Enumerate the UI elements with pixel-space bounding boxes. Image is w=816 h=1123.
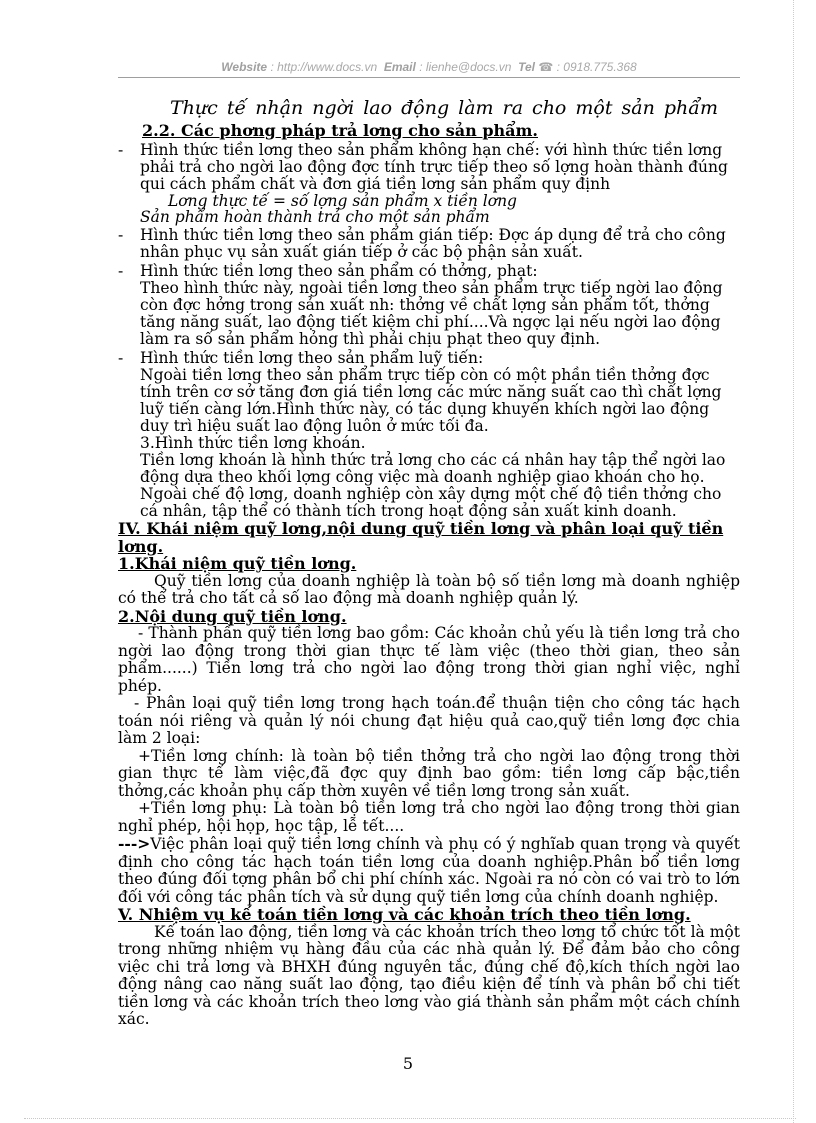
page-content [118, 96, 740, 1029]
para-5-text: Việc phân loại quỹ tiền lơng chính và phụ có ý nghĩab quan trọng và quyết định cho công tác hạch toán tiền lơng của doanh nghiệp.Phân bổ tiền lơng theo đúng đối tợng phân bổ chi phí chính xác. Ngoài ra nó còn có vai trò to lớn đối với công tác phân tích và sử dụng quỹ tiền lơng của chính doanh nghiệp. [118, 835, 740, 906]
bullet-item [118, 350, 740, 435]
bullet-dash: - [118, 349, 124, 367]
bullet-dash: - [118, 141, 124, 159]
site-header [118, 60, 740, 74]
section-iv-heading: IV. Khái niệm quỹ lơng,nội dung quỹ tiền lơng và phân loại quỹ tiền lơng. [118, 519, 724, 556]
footer-rule [24, 1118, 796, 1119]
page-number: 5 [402, 1054, 414, 1073]
email-label: Email [383, 60, 416, 74]
item-3-text: Tiền lơng khoán là hình thức trả lơng cho các cá nhân hay tập thể ngời lao động dựa theo khối lợng công việc mà doanh nghiệp giao khoán cho họ. Ngoài chế độ lơng, doanh nghiệp còn xây dựng một chế độ tiền thởng cho cá nhân, tập thể có thành tích trong hoạt động sản xuất kinh doanh. [140, 451, 726, 520]
bullet-item [118, 142, 740, 193]
section-v-heading: V. Nhiệm vụ kế toán tiền lơng và các khoản trích theo tiền lơng. [118, 905, 691, 924]
bullet-continuation: Ngoài tiền lơng theo sản phẩm trực tiếp còn có một phần tiền thởng đợc tính trên cơ sở tăng đơn giá tiền lơng các mức năng suất cao thì chất lợng luỹ tiến càng lớn.Hình thức này, có tác dụng khuyến khích ngời lao động duy trì hiệu suất lao động luôn ở mức tối đa. [140, 366, 722, 435]
bullet-text: Hình thức tiền lơng theo sản phẩm gián tiếp: Đợc áp dụng để trả cho công nhân phục vụ sản xuất gián tiếp ở các bộ phận sản xuất. [140, 226, 726, 261]
section-iv-1-text: Quỹ tiền lơng của doanh nghiệp là toàn bộ số tiền lơng mà doanh nghiệp có thể trả cho tất cả số lao động mà doanh nghiệp quản lý. [118, 571, 740, 607]
bullet-text: Hình thức tiền lơng theo sản phẩm không hạn chế: với hình thức tiền lơng phải trả cho ngời lao động đợc tính trực tiếp theo số lợng hoàn thành đúng qui cách phẩm chất và đơn giá tiền lơng sản phẩm quy định [140, 141, 728, 193]
section-iv-2-heading: 2.Nội dung quỹ tiền lơng. [118, 606, 347, 626]
arrow-marker: ---> [118, 834, 151, 853]
website-value: : http://www.docs.vn [270, 60, 378, 74]
bullet-text: Hình thức tiền lơng theo sản phẩm luỹ tiến: [140, 349, 484, 367]
email-value: : lienhe@docs.vn [419, 60, 512, 74]
bullet-item [118, 263, 740, 348]
tel-value: ☎ : 0918.775.368 [538, 60, 637, 74]
website-label: Website [221, 60, 268, 74]
tel-label: Tel [518, 60, 535, 74]
bullet-text: Hình thức tiền lơng theo sản phẩm có thởng, phạt: [140, 262, 538, 280]
section-iv-1-heading: 1.Khái niệm quỹ tiền lơng. [118, 554, 357, 573]
section-iv-2-para-2: - Phân loại quỹ tiền lơng trong hạch toán.để thuận tiện cho công tác hạch toán nói riêng và quản lý nói chung đạt hiệu quả cao,quỹ tiền lơng đợc chia làm 2 loại: [118, 694, 740, 747]
section-iv-2-para-4: +Tiền lơng phụ: Là toàn bộ tiền lơng trả cho ngời lao động trong thời gian nghỉ phép, hội họp, học tập, lễ tết.... [118, 799, 740, 835]
header-rule [118, 77, 740, 78]
section-iv-2-para-5 [118, 835, 740, 906]
bullet-item [118, 227, 740, 261]
section-2-2-heading: 2.2. Các phơng pháp trả lơng cho sản phẩm. [142, 121, 538, 140]
section-iv-2-para-3: +Tiền lơng chính: là toàn bộ tiền thởng trả cho ngời lao động trong thời gian thực tế làm việc,đã đợc quy định bao gồm: tiền lơng cấp bậc,tiền thởng,các khoản phụ cấp thờn xuyên về tiền lơng trong sản xuất. [118, 746, 740, 800]
section-iv-2-para-1: - Thành phần quỹ tiền lơng bao gồm: Các khoản chủ yếu là tiền lơng trả cho ngời lao động trong thời gian thực tế làm việc (theo thời gian, theo sản phẩm......) Tiền lơng trả cho ngời lao động trong thời gian nghỉ việc, nghỉ phép. [118, 624, 740, 695]
formula-line-2: Sản phẩm hoàn thành trả cho một sản phẩm [140, 208, 490, 226]
bullet-continuation: Theo hình thức này, ngoài tiền lơng theo sản phẩm trực tiếp ngời lao động còn đợc hởng trong sản xuất nh: thởng về chất lợng sản phẩm tốt, thởng tăng năng suất, lao động tiết kiệm chi phí....Và ngợc lại nếu ngời lao động làm ra số sản phẩm hỏng thì phải chịu phạt theo quy định. [140, 279, 723, 348]
salary-formula [118, 193, 740, 225]
formula-line-1: Lơng thực tế = số lợng sản phẩm x tiền lơng [168, 192, 517, 210]
section-v-text: Kế toán lao động, tiền lơng và các khoản trích theo lơng tổ chức tốt là một trong những nhiệm vụ hàng đầu của các nhà quản lý. Để đảm bảo cho công việc chi trả lơng và BHXH đúng nguyên tắc, đúng chế độ,kích thích ngời lao động nâng cao năng suất lao động, tạo điều kiện để tính và phân bổ chi tiết tiền lơng và các khoản trích theo lơng vào giá thành sản phẩm một cách chính xác. [118, 922, 740, 1028]
bullet-dash: - [118, 226, 124, 244]
bullet-dash: - [118, 262, 124, 280]
item-3-title: 3.Hình thức tiền lơng khoán. [140, 434, 366, 452]
side-rule [793, 0, 794, 1123]
formula-title: Thực tế nhận ngời lao động làm ra cho một sản phẩm [170, 97, 718, 119]
